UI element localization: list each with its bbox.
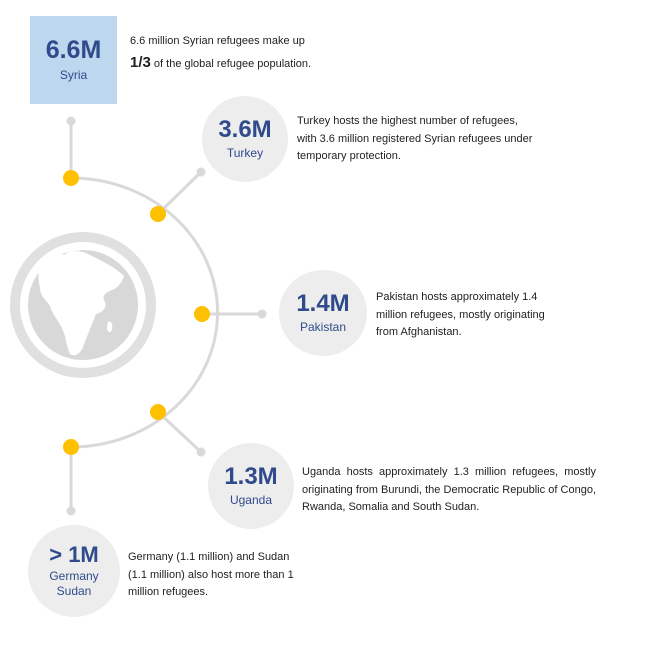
label-germany: Germany xyxy=(49,569,99,584)
globe-africa-europe-icon xyxy=(10,232,156,378)
desc-syria-fraction: 1/3 xyxy=(130,54,151,71)
desc-germany-sudan: Germany (1.1 million) and Sudan (1.1 million) also host more than 1 million refugees. xyxy=(128,551,294,598)
value-germany-sudan: > 1M xyxy=(49,541,99,567)
label-turkey: Turkey xyxy=(226,145,264,160)
value-pakistan: 1.4M xyxy=(296,290,350,318)
desc-syria-line1: 6.6 million Syrian refugees make up xyxy=(130,35,305,47)
branch-uganda xyxy=(158,412,201,452)
node-germany-sudan xyxy=(63,439,79,455)
value-circle-pakistan xyxy=(279,270,367,356)
value-syria: 6.6M xyxy=(45,36,102,65)
node-syria xyxy=(63,170,79,186)
value-turkey: 3.6M xyxy=(218,116,272,144)
label-sudan: Sudan xyxy=(56,584,92,599)
node-turkey xyxy=(150,206,166,222)
node-pakistan xyxy=(194,306,210,322)
end-dot-pakistan xyxy=(258,310,267,319)
value-box-syria xyxy=(30,16,117,104)
label-pakistan: Pakistan xyxy=(299,319,347,334)
desc-uganda: Uganda hosts approximately 1.3 million refugees, mostly originating from Burundi, the Democratic Republic of Congo, Rwanda, Somalia and South Sudan. xyxy=(302,466,596,513)
end-dot-turkey xyxy=(197,168,206,177)
value-uganda: 1.3M xyxy=(224,463,278,491)
branch-turkey xyxy=(158,172,201,214)
desc-syria xyxy=(130,30,360,75)
desc-turkey: Turkey hosts the highest number of refugees, with 3.6 million registered Syrian refugees under temporary protection. xyxy=(297,115,533,162)
end-dot-uganda xyxy=(197,448,206,457)
label-uganda: Uganda xyxy=(229,492,273,507)
value-circle-uganda xyxy=(208,443,294,529)
node-uganda xyxy=(150,404,166,420)
desc-syria-line2: of the global refugee population. xyxy=(150,58,312,70)
value-circle-germany-sudan xyxy=(28,525,120,617)
desc-pakistan: Pakistan hosts approximately 1.4 million refugees, mostly originating from Afghanistan. xyxy=(376,291,545,338)
value-circle-turkey xyxy=(202,96,288,182)
label-syria: Syria xyxy=(59,67,88,82)
end-dot-syria xyxy=(67,117,76,126)
end-dot-germany-sudan xyxy=(67,507,76,516)
